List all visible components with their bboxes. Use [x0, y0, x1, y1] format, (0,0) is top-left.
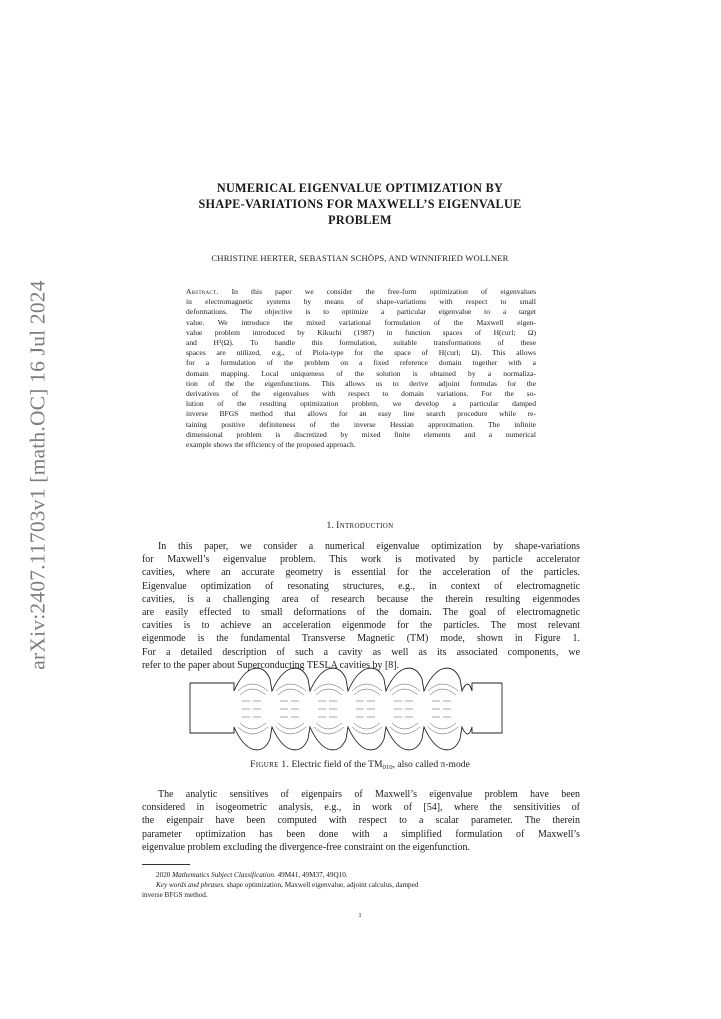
text-line: cavities, where an accurate geometry is essential for the acceleration of the particles. [142, 567, 580, 579]
figure-caption: Figure 1. Electric field of the $TM_{010}$, also called π-mode [250, 759, 470, 771]
abstract-line: value problem introduced by Kikuchi (1987) in function spaces of H(curl; Ω) [186, 327, 536, 337]
text-line: the eigenpair have been computed with respect to a scalar parameter. The therein [142, 815, 580, 827]
text-line: parameter optimization has been done with a simplified formulation of Maxwell’s [142, 828, 580, 840]
title-line-2: SHAPE-VARIATIONS FOR MAXWELL’S EIGENVALUE [198, 197, 522, 211]
text-line: considered in isogeometric analysis, e.g., in work of [54], where the sensitivities of [142, 802, 580, 814]
cavity-top-profile [190, 668, 502, 691]
abstract-line: inverse BFGS method that allows for an easy line search procedure while re- [186, 409, 536, 419]
abstract-line: tion of the the eigenfunctions. This allows us to derive adjoint formulas for the [186, 378, 536, 388]
title-line-1: NUMERICAL EIGENVALUE OPTIMIZATION BY [216, 181, 504, 195]
cavity-outline [190, 668, 502, 750]
section-heading [140, 520, 580, 531]
abstract-line: spaces are utilized, e.g., of Piola-type for the space of H(curl; Ω). This allows [186, 348, 536, 358]
text-line: The analytic sensitives of eigenpairs of Maxwell’s eigenvalue problem have been [158, 789, 580, 800]
abstract-line: example shows the efficiency of the proposed approach. [186, 440, 356, 450]
msc-classification: 2020 Mathematics Subject Classification. 49M41, 49M37, 49Q10. [156, 871, 348, 879]
text-line: Eigenvalue optimization of resonating structures, e.g., in context of electromagnetic [142, 580, 580, 592]
abstract-line: domain mapping. Local uniqueness of the solution is obtained by a normaliza- [186, 368, 536, 378]
text-line: refer to the paper about Superconducting TESLA cavities by [8]. [142, 659, 400, 671]
cavity-figure [188, 667, 504, 751]
keywords-continued: inverse BFGS method. [142, 890, 208, 899]
abstract-line: dimensional problem is discretized by mixed finite elements and a numerical [186, 429, 536, 439]
arxiv-sidebar [22, 280, 54, 670]
abstract-line: taining positive definiteness of the inverse Hessian approximation. The infinite [186, 419, 536, 429]
footnotes [142, 871, 580, 900]
text-line: eigenvalue problem excluding the divergence-free constraint on the eigenfunction. [142, 841, 470, 853]
text-line: eigenmode is the fundamental Transverse Magnetic (TM) mode, shown in Figure 1. [142, 633, 580, 645]
title-line-3: PROBLEM [328, 213, 392, 227]
text-line: cavities is to achieve an acceleration eigenmode for the particles. The most relevant [142, 620, 580, 632]
keywords: Key words and phrases. shape optimization, Maxwell eigenvalue, adjoint calculus, damped [156, 880, 419, 889]
intro-paragraph-2 [142, 788, 580, 854]
abstract-line: and H¹(Ω). To handle this formulation, suitable transformations of these [186, 338, 536, 348]
abstract-line: derivatives of the eigenvalues with respect to domain variations. For the so- [186, 389, 536, 399]
abstract-line: lution of the resulting optimization problem, we develop a particular damped [186, 399, 536, 409]
abstract-line: deformations. The objective is to optimize a particular eigenvalue to a target [186, 307, 536, 317]
paper-title [140, 180, 580, 228]
section-title: Introduction [336, 520, 394, 531]
figure-label: Figure 1. [250, 759, 290, 770]
abstract-line: for a formulation of the problem on a fixed reference domain together with a [186, 358, 536, 368]
cavity-bottom-profile [190, 683, 502, 750]
abstract-line: Abstract. In this paper we consider the free-form optimization of eigenvalues [186, 287, 537, 296]
abstract-line: in electromagnetic systems by means of shape-variations with respect to small [186, 297, 536, 307]
page-number: 1 [358, 912, 362, 919]
author-list: CHRISTINE HERTER, SEBASTIAN SCHÖPS, AND WINNIFRIED WOLLNER [211, 253, 509, 263]
abstract [186, 287, 536, 450]
arxiv-identifier: arXiv:2407.11703v1 [math.OC] 16 Jul 2024 [25, 280, 50, 670]
text-line: are easily effected to small deformations of the domain. The goal of electromagnetic [142, 607, 580, 619]
text-line: for Maxwell’s eigenvalue problem. This work is motivated by particle accelerator [142, 554, 580, 566]
text-line: For a detailed description of such a cavity as well as its associated components, we [142, 646, 580, 658]
abstract-line: value. We introduce the mixed variational formulation of the Maxwell eigen- [186, 317, 536, 327]
footnote-rule [142, 864, 190, 865]
abstract-label: Abstract. [186, 287, 219, 296]
section-number: 1. [326, 520, 334, 531]
text-line: In this paper, we consider a numerical eigenvalue optimization by shape-variations [158, 541, 580, 552]
text-line: cavities, is a challenging area of research because the therein resulting eigenmodes [142, 593, 580, 605]
intro-paragraph-1 [142, 540, 580, 672]
